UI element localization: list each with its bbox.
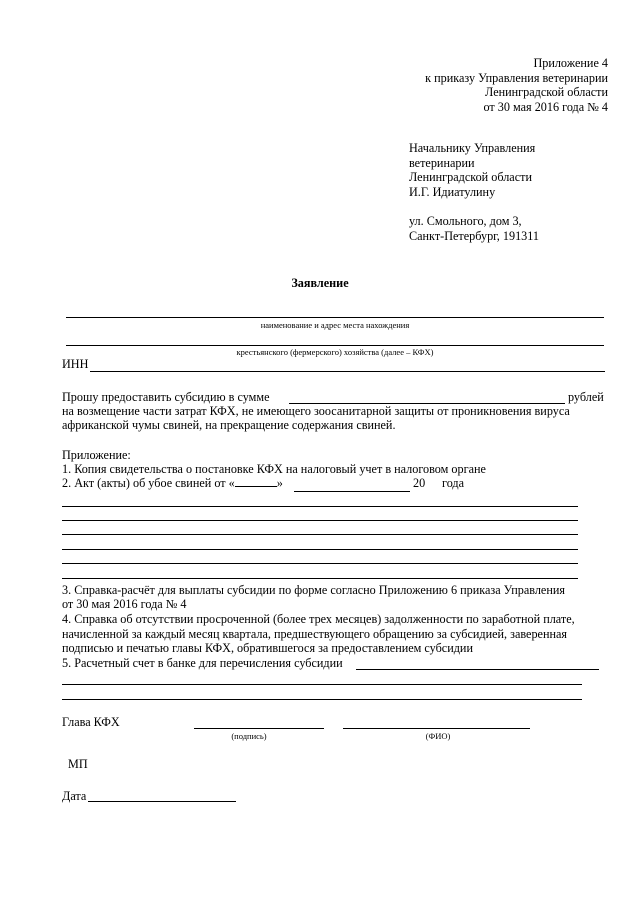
address-line: Санкт-Петербург, 191311: [409, 228, 539, 243]
bank-account-blank-line[interactable]: [62, 684, 582, 685]
addressee-line: И.Г. Идиатулину: [409, 184, 496, 199]
appendix-line: Ленинградской области: [485, 85, 608, 100]
request-line: на возмещение части затрат КФХ, не имеющего зоосанитарной защиты от проникновения вируса: [62, 404, 570, 418]
signature-field[interactable]: [194, 728, 324, 729]
address-block: [409, 214, 539, 243]
addressee-block: [409, 141, 535, 200]
request-prefix: Прошу предоставить субсидию в сумме: [62, 390, 270, 404]
addressee-line: ветеринарии: [409, 155, 475, 170]
attachment-item-2: [62, 476, 283, 491]
fio-caption: (ФИО): [425, 731, 451, 741]
acts-blank-line[interactable]: [62, 549, 578, 550]
bank-account-field[interactable]: [356, 669, 599, 670]
acts-blank-line[interactable]: [62, 563, 578, 564]
appendix-line: Приложение 4: [533, 56, 608, 70]
request-line: африканской чумы свиней, на прекращение содержания свиней.: [62, 418, 396, 432]
attachment-item: 4. Справка об отсутствии просроченной (более трех месяцев) задолженности по заработной плате,: [62, 612, 575, 626]
appendix-line: от 30 мая 2016 года № 4: [483, 99, 608, 114]
name-address-caption: наименование и адрес места нахождения: [260, 320, 410, 330]
date-label: Дата: [62, 789, 87, 803]
acts-blank-line[interactable]: [62, 578, 578, 579]
appendix-block: [425, 56, 608, 115]
attachments-heading: Приложение:: [62, 448, 131, 462]
request-suffix: рублей: [568, 390, 604, 404]
address-line: ул. Смольного, дом 3,: [409, 214, 522, 228]
inn-field[interactable]: [90, 371, 605, 372]
attachment-item: от 30 мая 2016 года № 4: [62, 597, 187, 611]
act-year-prefix: 20: [413, 476, 426, 490]
document-title: Заявление: [291, 276, 349, 290]
attachment-item-text: 2. Акт (акты) об убое свиней от «: [62, 476, 235, 490]
attachment-item: 5. Расчетный счет в банке для перечисления субсидии: [62, 656, 343, 670]
addressee-line: Ленинградской области: [409, 170, 532, 185]
stamp-label: МП: [68, 757, 88, 771]
date-field[interactable]: [88, 801, 236, 802]
act-month-field[interactable]: [294, 491, 410, 492]
act-day-field[interactable]: [235, 486, 277, 487]
addressee-line: Начальнику Управления: [409, 141, 536, 155]
attachment-item: 1. Копия свидетельства о постановке КФХ на налоговый учет в налоговом органе: [62, 462, 486, 476]
attachment-item: начисленной за каждый месяц квартала, предшествующего обращению за субсидией, заверенная: [62, 627, 568, 641]
attachment-item-text: »: [276, 476, 283, 490]
acts-blank-line[interactable]: [62, 506, 578, 507]
farm-caption: крестьянского (фермерского) хозяйства (далее – КФХ): [236, 347, 434, 357]
inn-label: ИНН: [62, 357, 89, 371]
act-year-suffix: года: [442, 476, 465, 490]
attachment-item: 3. Справка-расчёт для выплаты субсидии по форме согласно Приложению 6 приказа Управления: [62, 583, 565, 597]
name-address-field[interactable]: [66, 317, 604, 318]
attachment-item: подписью и печатью главы КФХ, обратившегося за предоставлением субсидии: [62, 641, 473, 655]
acts-blank-line[interactable]: [62, 520, 578, 521]
signature-caption: (подпись): [231, 731, 267, 741]
farm-name-field[interactable]: [66, 345, 604, 346]
fio-field[interactable]: [343, 728, 530, 729]
appendix-line: к приказу Управления ветеринарии: [425, 70, 608, 85]
bank-account-blank-line[interactable]: [62, 699, 582, 700]
head-label: Глава КФХ: [62, 715, 120, 729]
acts-blank-line[interactable]: [62, 534, 578, 535]
